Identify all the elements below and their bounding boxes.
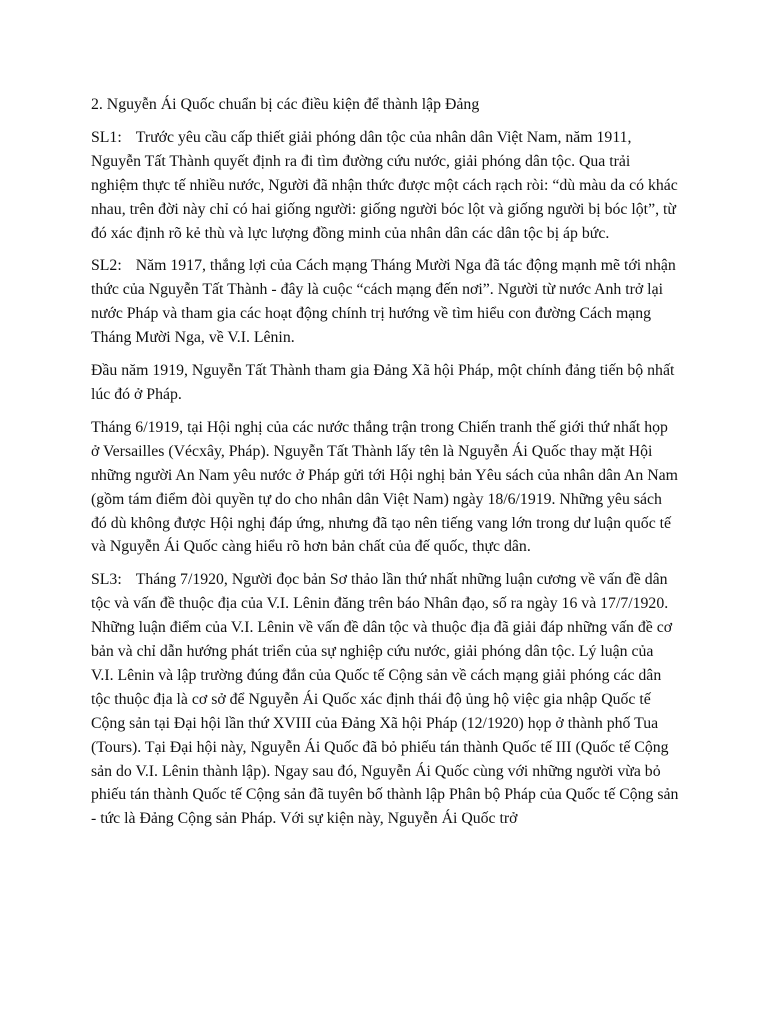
paragraph-sl3 bbox=[91, 568, 679, 831]
paragraph-text: Tháng 7/1920, Người đọc bản Sơ thảo lần thứ nhất những luận cương về vấn đề dân tộc và vấn đề thuộc địa của V.I. Lênin đăng trên báo Nhân đạo, số ra ngày 16 và 17/7/1920. Những luận điểm của V.I. Lênin về vấn đề dân tộc và thuộc địa đã giải đáp những vấn đề cơ bản và chỉ dẫn hướng phát triển của sự nghiệp cứu nước, giải phóng dân tộc. Lý luận của V.I. Lênin và lập trường đúng đắn của Quốc tế Cộng sản về cách mạng giải phóng các dân tộc thuộc địa là cơ sở để Nguyễn Ái Quốc xác định thái độ ủng hộ việc gia nhập Quốc tế Cộng sản tại Đại hội lần thứ XVIII của Đảng Xã hội Pháp (12/1920) họp ở thành phố Tua (Tours). Tại Đại hội này, Nguyễn Ái Quốc đã bỏ phiếu tán thành Quốc tế III (Quốc tế Cộng sản do V.I. Lênin thành lập). Ngay sau đó, Nguyễn Ái Quốc cùng với những người vừa bỏ phiếu tán thành Quốc tế Cộng sản đã tuyên bố thành lập Phân bộ Pháp của Quốc tế Cộng sản - tức là Đảng Cộng sản Pháp. Với sự kiện này, Nguyễn Ái Quốc trở bbox=[91, 571, 679, 828]
paragraph-versailles bbox=[91, 416, 679, 559]
paragraph-text: Đầu năm 1919, Nguyễn Tất Thành tham gia Đảng Xã hội Pháp, một chính đảng tiến bộ nhất lúc đó ở Pháp. bbox=[91, 362, 675, 403]
paragraph-label: SL1: bbox=[91, 128, 122, 146]
section-heading: 2. Nguyễn Ái Quốc chuẩn bị các điều kiện để thành lập Đảng bbox=[91, 96, 480, 113]
document-page bbox=[91, 93, 679, 840]
paragraph-sl1 bbox=[91, 126, 679, 246]
paragraph-text: Tháng 6/1919, tại Hội nghị của các nước thắng trận trong Chiến tranh thế giới thứ nhất họp ở Versailles (Vécxây, Pháp). Nguyễn Tất Thành lấy tên là Nguyễn Ái Quốc thay mặt Hội những người An Nam yêu nước ở Pháp gửi tới Hội nghị bản Yêu sách của nhân dân An Nam (gồm tám điểm đòi quyền tự do cho nhân dân Việt Nam) ngày 18/6/1919. Những yêu sách đó dù không được Hội nghị đáp ứng, nhưng đã tạo nên tiếng vang lớn trong dư luận quốc tế và Nguyễn Ái Quốc càng hiểu rõ hơn bản chất của đế quốc, thực dân. bbox=[91, 418, 678, 556]
paragraph-label: SL3: bbox=[91, 571, 122, 589]
paragraph-text: Năm 1917, thắng lợi của Cách mạng Tháng Mười Nga đã tác động mạnh mẽ tới nhận thức của Nguyễn Tất Thành - đây là cuộc “cách mạng đến nơi”. Người từ nước Anh trở lại nước Pháp và tham gia các hoạt động chính trị hướng về tìm hiểu con đường Cách mạng Tháng Mười Nga, về V.I. Lênin. bbox=[91, 257, 676, 347]
paragraph-sl2 bbox=[91, 254, 679, 350]
paragraph-1919-party bbox=[91, 359, 679, 407]
paragraph-label: SL2: bbox=[91, 257, 122, 275]
paragraph-text: Trước yêu cầu cấp thiết giải phóng dân tộc của nhân dân Việt Nam, năm 1911, Nguyễn Tất Thành quyết định ra đi tìm đường cứu nước, giải phóng dân tộc. Qua trải nghiệm thực tế nhiều nước, Người đã nhận thức được một cách rạch ròi: “dù màu da có khác nhau, trên đời này chỉ có hai giống người: giống người bóc lột và giống người bị bóc lột”, từ đó xác định rõ kẻ thù và lực lượng đồng minh của nhân dân các dân tộc bị áp bức. bbox=[91, 128, 678, 242]
